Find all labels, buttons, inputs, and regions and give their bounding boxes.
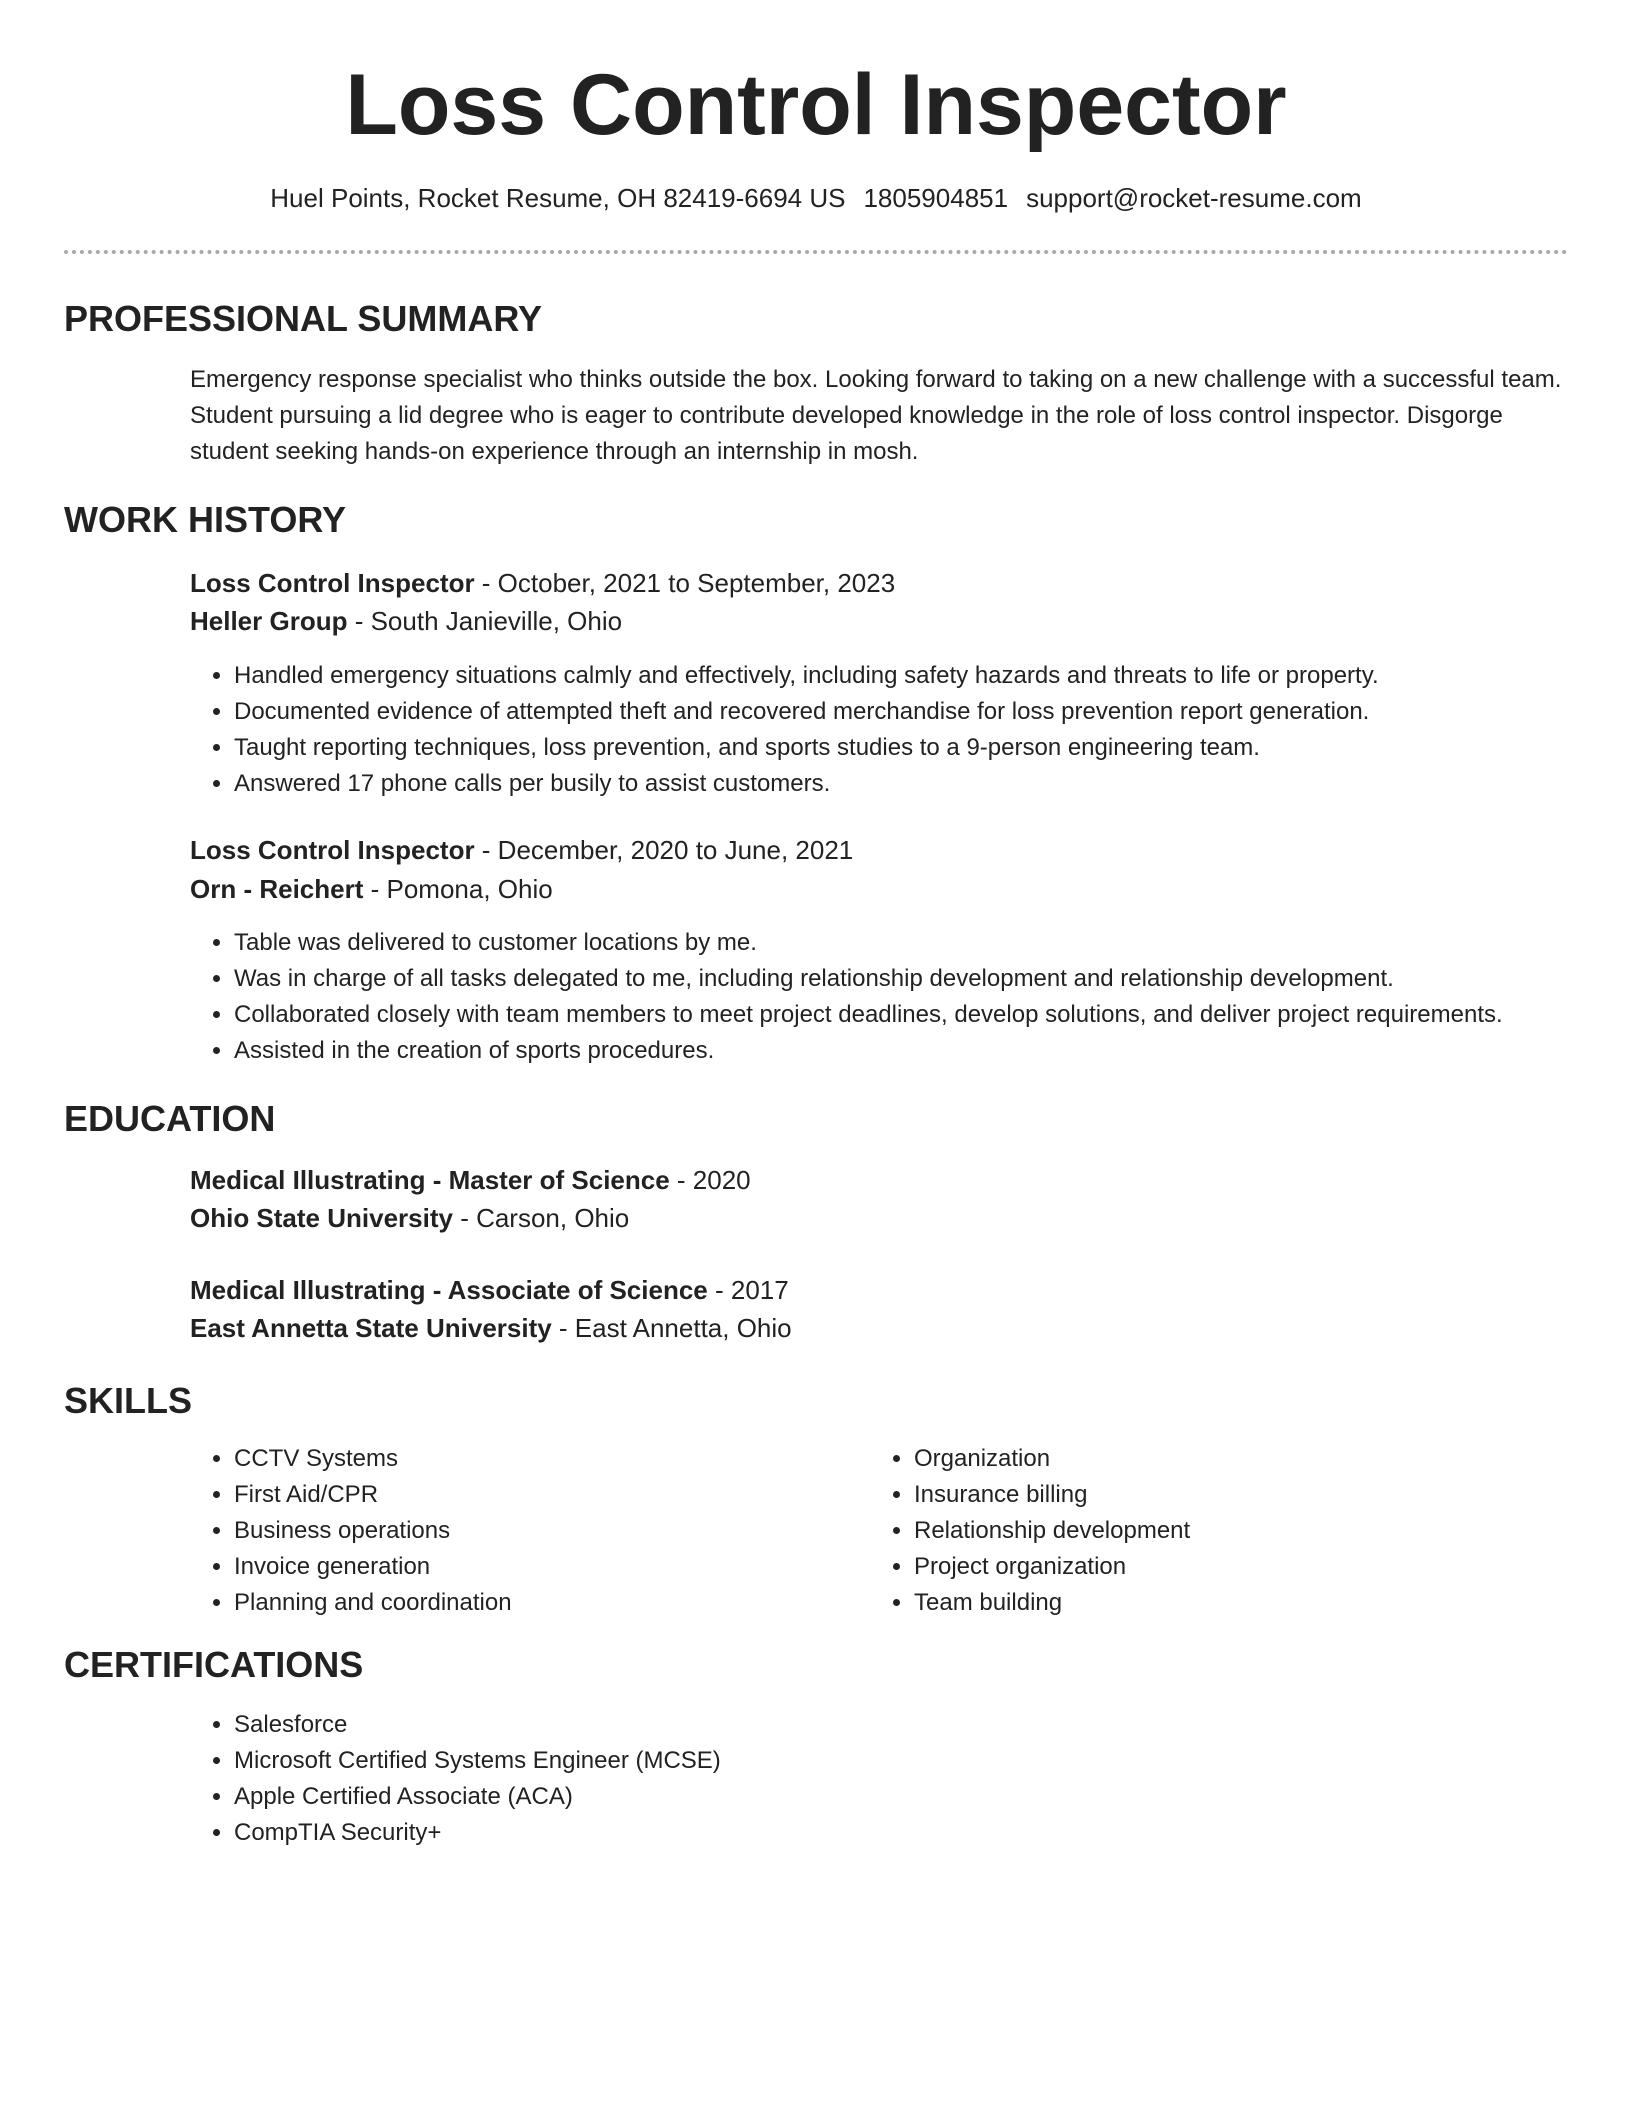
job-title: Loss Control Inspector xyxy=(190,835,475,865)
education-degree: Medical Illustrating - Associate of Science xyxy=(190,1275,708,1305)
skill-item: • Project organization xyxy=(914,1549,1190,1585)
contact-line xyxy=(0,180,1632,216)
job-title: Loss Control Inspector xyxy=(190,568,475,598)
contact-email: support@rocket-resume.com xyxy=(1026,183,1362,213)
job-bullet: • Collaborated closely with team members to meet project deadlines, develop solutions, and deliver project requirements. xyxy=(234,997,1503,1033)
education-degree-line xyxy=(190,1162,751,1198)
job-bullet: • Was in charge of all tasks delegated to me, including relationship development and relationship development. xyxy=(234,961,1503,997)
contact-address: Huel Points, Rocket Resume, OH 82419-6694 US xyxy=(270,183,846,213)
skill-item: • CCTV Systems xyxy=(234,1441,512,1477)
skill-item: • Team building xyxy=(914,1585,1190,1621)
job-company-line xyxy=(190,603,622,639)
job-bullet: • Answered 17 phone calls per busily to assist customers. xyxy=(234,766,1379,802)
job-location: - Pomona, Ohio xyxy=(363,874,553,904)
job-company: Orn - Reichert xyxy=(190,874,364,904)
header-divider xyxy=(64,250,1568,254)
education-school-line xyxy=(190,1310,792,1346)
skill-item: • Business operations xyxy=(234,1513,512,1549)
skill-item: • Relationship development xyxy=(914,1513,1190,1549)
skills-list-right xyxy=(870,1441,1190,1621)
job-title-line xyxy=(190,832,853,868)
job-company-line xyxy=(190,871,553,907)
certification-item: • CompTIA Security+ xyxy=(234,1815,721,1851)
skills-heading: SKILLS xyxy=(64,1380,193,1421)
job-bullet: • Taught reporting techniques, loss prevention, and sports studies to a 9-person engineering team. xyxy=(234,730,1379,766)
contact-phone: 1805904851 xyxy=(863,183,1009,213)
job-bullet: • Table was delivered to customer locations by me. xyxy=(234,925,1503,961)
job-bullet: • Assisted in the creation of sports procedures. xyxy=(234,1033,1503,1069)
job-bullet-list xyxy=(190,925,1503,1069)
job-bullet: • Handled emergency situations calmly and effectively, including safety hazards and threats to life or property. xyxy=(234,658,1379,694)
summary-heading: PROFESSIONAL SUMMARY xyxy=(64,298,543,339)
education-school: Ohio State University xyxy=(190,1203,453,1233)
certification-item: • Apple Certified Associate (ACA) xyxy=(234,1779,721,1815)
skill-item: • Invoice generation xyxy=(234,1549,512,1585)
certification-item: • Microsoft Certified Systems Engineer (MCSE) xyxy=(234,1743,721,1779)
education-degree-line xyxy=(190,1272,789,1308)
skill-item: • Insurance billing xyxy=(914,1477,1190,1513)
education-location: - East Annetta, Ohio xyxy=(551,1313,792,1343)
job-title-line xyxy=(190,565,895,601)
skills-list-left xyxy=(190,1441,512,1621)
skill-item: • Planning and coordination xyxy=(234,1585,512,1621)
job-bullet: • Documented evidence of attempted theft and recovered merchandise for loss prevention report generation. xyxy=(234,694,1379,730)
work-history-heading: WORK HISTORY xyxy=(64,499,347,540)
certification-item: • Salesforce xyxy=(234,1707,721,1743)
resume-name: Loss Control Inspector xyxy=(345,57,1287,153)
skill-item: • Organization xyxy=(914,1441,1190,1477)
job-company: Heller Group xyxy=(190,606,348,636)
education-year: - 2017 xyxy=(707,1275,789,1305)
job-location: - South Janieville, Ohio xyxy=(347,606,623,636)
education-school: East Annetta State University xyxy=(190,1313,552,1343)
education-school-line xyxy=(190,1200,629,1236)
education-location: - Carson, Ohio xyxy=(452,1203,630,1233)
job-dates: - October, 2021 to September, 2023 xyxy=(474,568,896,598)
summary-text: Emergency response specialist who thinks outside the box. Looking forward to taking on a new challenge with a successful team. Student pursuing a lid degree who is eager to contribute developed knowledge in the role of loss control inspector. Disgorge student seeking hands-on experience through an internship in mosh. xyxy=(190,366,1562,465)
job-dates: - December, 2020 to June, 2021 xyxy=(474,835,854,865)
certifications-heading: CERTIFICATIONS xyxy=(64,1644,364,1685)
education-year: - 2020 xyxy=(669,1165,751,1195)
skill-item: • First Aid/CPR xyxy=(234,1477,512,1513)
job-bullet-list xyxy=(190,658,1379,802)
education-degree: Medical Illustrating - Master of Science xyxy=(190,1165,670,1195)
education-heading: EDUCATION xyxy=(64,1098,276,1139)
certifications-list xyxy=(190,1707,721,1851)
